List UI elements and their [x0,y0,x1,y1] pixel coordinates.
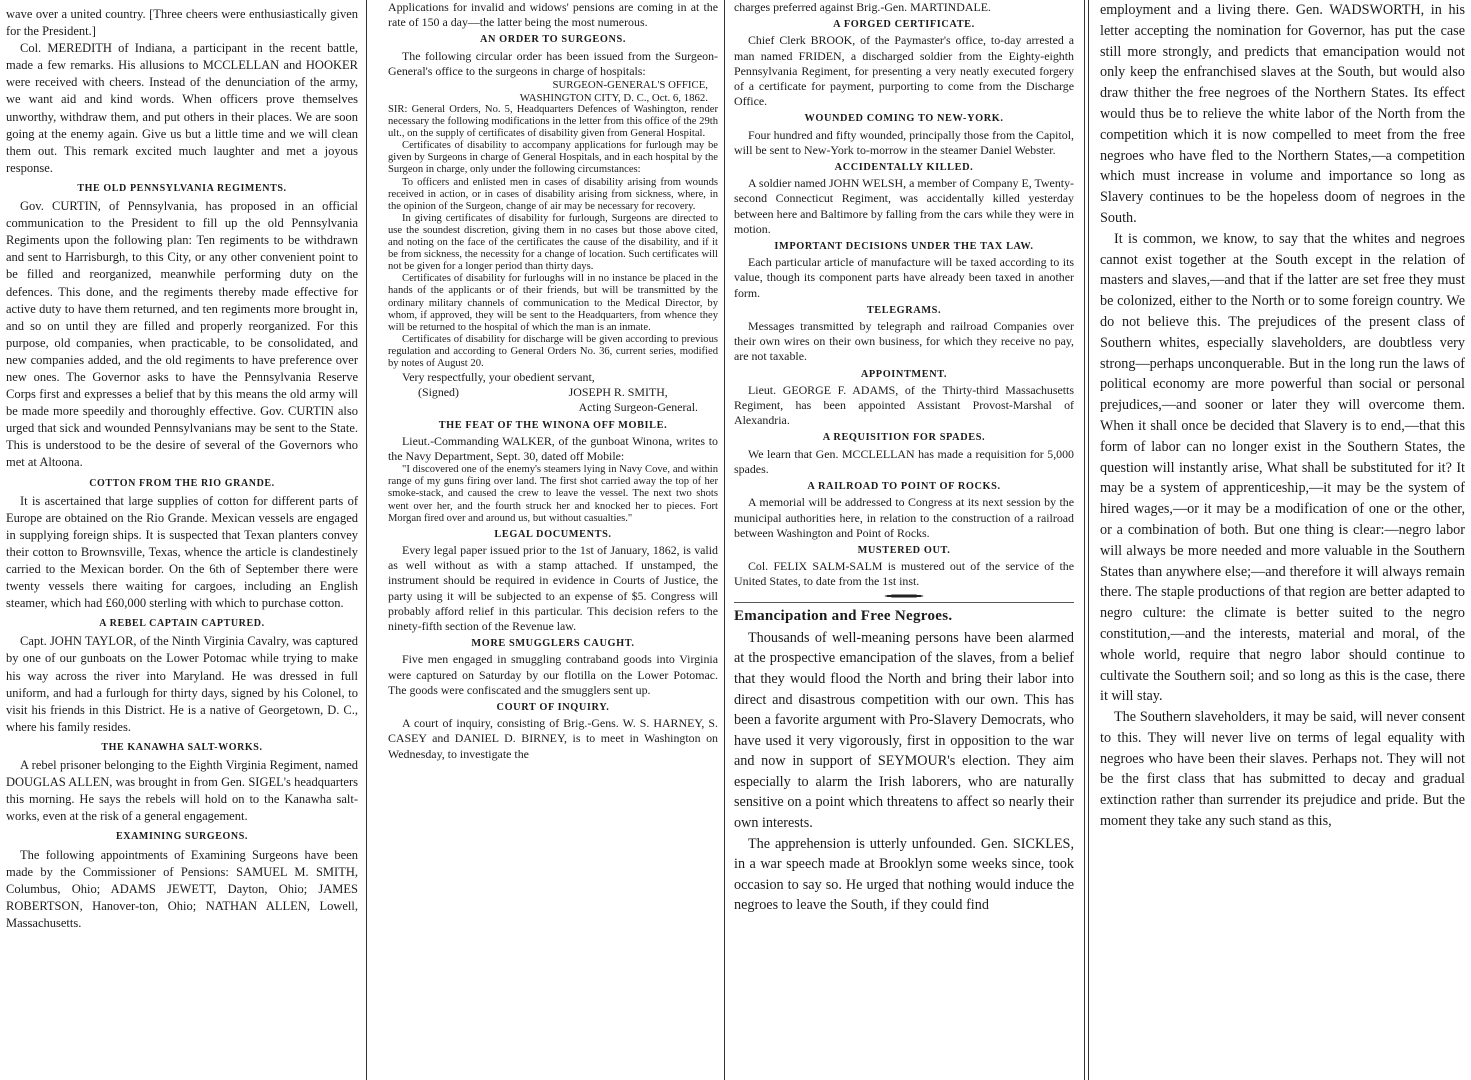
section-heading: IMPORTANT DECISIONS UNDER THE TAX LAW. [774,241,1034,253]
paragraph: We learn that Gen. MCCLELLAN has made a requisition for 5,000 spades. [734,446,1074,476]
editorial-paragraph: The apprehension is utterly unfounded. Gen. SICKLES, in a war speech made at Brooklyn some weeks since, took occasion to say so. He urged that nothing would induce the negroes to leave the South, if they could find [734,835,1074,914]
editorial-paragraph: The Southern slaveholders, it may be said, will never consent to this. They will never live on terms of legal equality with negroes who have been their slaves. Perhaps not. They will not be the first class that has submitted to decay and gradual extinction rather than surrender its prejudice and pride. But the moment they take any such stand as this, [1100,709,1465,830]
paragraph: wave over a united country. [Three cheers were enthusiastically given for the President.] [6,7,358,39]
section-heading: ACCIDENTALLY KILLED. [834,162,974,174]
signer-name: JOSEPH R. SMITH, [568,385,668,400]
section-heading: APPOINTMENT. [860,368,948,380]
section-heading: COTTON FROM THE RIO GRANDE. [89,477,275,489]
paragraph: Lieut.-Commanding WALKER, of the gunboat Winona, writes to the Navy Department, Sept. 30, dated off Mobile: [388,433,718,464]
paragraph: Lieut. GEORGE F. ADAMS, of the Thirty-third Massachusetts Regiment, has been appointed Assistant Provost-Marshal of Alexandria. [734,382,1074,428]
quoted-paragraph: "I discovered one of the enemy's steamers lying in Navy Cove, and within range of my guns firing over land. The first shot carried away the top of her smoke-stack, and caused the crew to leave the vessel. The next two shots went over her, and the fourth struck her and knocked her to pieces. Fort Morgan fired over and around us, but without casualties." [388,464,718,524]
section-heading: TELEGRAMS. [866,304,942,316]
signed-label: (Signed) [418,385,459,400]
paragraph: Each particular article of manufacture will be taxed according to its value, though its component parts have already been taxed in another form. [734,255,1074,300]
order-dateline [388,79,718,104]
section-heading: AN ORDER TO SURGEONS. [479,34,627,46]
signature-block [388,385,718,415]
section-heading: MUSTERED OUT. [857,544,951,556]
paragraph: Every legal paper issued prior to the 1st of January, 1862, is valid as well without as with a stamp attached. If unstamped, the instrument should be required in evidence in Courts of Justice, the party using it will be subjected to an expense of $5. Congress will probably afford relief in this particular. This decision refers to the ninety-fifth section of the Revenue law. [388,542,718,633]
paragraph: A soldier named JOHN WELSH, a member of Company E, Twenty-second Connecticut Regiment, was accidentally killed yesterday between here and Baltimore by falling from the cars while they were in motion. [734,176,1074,236]
editorial-title: Emancipation and Free Negroes. [734,607,953,624]
section-end-ornament [869,593,939,599]
column-rule-2 [724,0,725,1080]
column-4 [1092,0,1471,1080]
office-line: SURGEON-GENERAL'S OFFICE, [552,79,708,92]
paragraph: The following circular order has been issued from the Surgeon-General's office to the surgeons in charge of hospitals: [388,48,718,78]
editorial-paragraph: employment and a living there. Gen. WADSWORTH, in his letter accepting the nomination for Governor, has put the case still more strongly, and predicts that emancipation would not only keep the enfranchised slaves at the South, but would also draw thither the free negroes of the Northern States. Its effect would thus be to relieve the white labor of the North from the competition which it is now compelled to meet from the free negroes who have fled to the Northern States,—a competition which must increase in volume and importance so long as Slavery continues to be the hopeless doom of negroes in the South. [1100,2,1465,226]
paragraph: A court of inquiry, consisting of Brig.-Gens. W. S. HARNEY, S. CASEY and DANIEL D. BIRNEY, is to meet in Washington on Wednesday, to investigate the [388,716,718,761]
section-heading: THE OLD PENNSYLVANIA REGIMENTS. [77,182,287,194]
paragraph: Certificates of disability for discharge will be given according to previous regulation and according to General Orders No. 36, current series, modified by notes of August 20. [388,333,718,369]
paragraph: charges preferred against Brig.-Gen. MARTINDALE. [734,0,991,14]
section-heading: MORE SMUGGLERS CAUGHT. [471,638,635,650]
paragraph: A memorial will be addressed to Congress at its next session by the municipal authorities here, in relation to the construction of a railroad between Washington and Point of Rocks. [734,495,1074,540]
paragraph: Col. MEREDITH of Indiana, a participant in the recent battle, made a few remarks. His allusions to MCCLELLAN and HOOKER were received with cheers. Instead of the denunciation of the army, we want aid and kind words. When officers prove themselves unworthy, withdraw them, and put others in their places. We are soon going at the enemy again. Give us but a little time and we will clean them out. This remark excited much laughter and met a joyous response. [6,41,358,175]
column-1 [0,0,362,1080]
paragraph: Gov. CURTIN, of Pennsylvania, has proposed in an official communication to the President to fill up the old Pennsylvania Regiments upon the following plan: Ten regiments to be withdrawn and sent to Harrisburgh, to this City, or any other convenient point to be filled and reorganized, meanwhile performing duty on the defences. This done, and the regiments thereby made effective for active duty to have them returned, and ten regiments more brought in, and so on until they are filled and properly reorganized. For this purpose, old companies, when practicable, to be consolidated, and new companies added, and the old regiments to have preference over new ones. The Governor asks to have the Pennsylvania Reserve Corps first and expresses a belief that by this means the old army will be made more speedily and thoroughly effective. Gov. CURTIN also urged that sick and wounded Pennsylvanians may be sent to the State. This is understood to be the desire of several of the Governors who met at Altoona. [6,199,358,470]
paragraph: Chief Clerk BROOK, of the Paymaster's office, to-day arrested a man named FRIDEN, a discharged soldier from the Eighty-eighth Pennsylvania Regiment, for presenting a very neatly executed forgery of a certificate for payment, purporting to come from the Discharge Office. [734,33,1074,109]
column-3 [728,0,1080,1080]
section-heading: COURT OF INQUIRY. [496,702,610,713]
section-heading: A REQUISITION FOR SPADES. [822,432,986,444]
signer-block [569,385,698,415]
section-heading: LEGAL DOCUMENTS. [494,528,612,540]
section-heading: THE KANAWHA SALT-WORKS. [101,741,263,753]
column-rule-3 [1084,0,1089,1080]
section-heading: WOUNDED COMING TO NEW-YORK. [804,113,1004,125]
paragraph: Four hundred and fifty wounded, principally those from the Capitol, will be sent to New-York to-morrow in the steamer Daniel Webster. [734,127,1074,157]
paragraph: To officers and enlisted men in cases of disability arising from wounds received in action, or in cases of disability arising from sickness, where, in the opinion of the Surgeon, change of air may be necessary for recovery. [388,176,718,212]
paragraph: It is ascertained that large supplies of cotton for different parts of Europe are obtained on the Rio Grande. Mexican vessels are engaged in supplying foreign ships. It is suspected that Texan planters convey their cotton to Brownsville, Texas, whence the article is clandestinely carried to the Mexican border. On the 6th of September there were twenty vessels there waiting for cargoes, including an English steamer, which had £60,000 sterling with which to purchase cotton. [6,493,358,611]
closing-line: Very respectfully, your obedient servant, [402,370,595,385]
column-2 [372,0,724,1080]
paragraph: Capt. JOHN TAYLOR, of the Ninth Virginia Cavalry, was captured by one of our gunboats on the Lower Potomac while trying to make his way across the river into Maryland. He was dressed in full uniform, and had a furlough for thirty days, signed by his Colonel, to visit his friends in this District. He is a native of Georgetown, D. C., where his family resides. [6,634,358,734]
section-heading: THE FEAT OF THE WINONA OFF MOBILE. [438,419,668,431]
paragraph: Certificates of disability to accompany applications for furlough may be given by Surgeons in charge of General Hospitals, and in each hospital by the Surgeon in charge, only under the following circumstances: [388,140,718,176]
paragraph: SIR: General Orders, No. 5, Headquarters Defences of Washington, render necessary the following modifications in the letter from this office of the 29th ult., on the supply of certificates of disability given from General Hospital. [388,104,718,140]
paragraph: Certificates of disability for furloughs will in no instance be placed in the hands of the applicants or of their friends, but will be transmitted by the ordinary military channels of communication to the Medical Director, by whom, if approved, they will be sent to the Headquarters, from whence they will be returned to the hospital of which the man is an inmate. [388,273,718,333]
paragraph: Five men engaged in smuggling contraband goods into Virginia were captured on Saturday by our flotilla on the Lower Potomac. The goods were confiscated and the smugglers sent up. [388,652,718,697]
editorial-paragraph: Thousands of well-meaning persons have been alarmed at the prospective emancipation of the slaves, from a belief that they would flood the North and bring their labor into direct and disastrous competition with our own. This has been a favorite argument with Pro-Slavery Democrats, who have used it very vigorously, first in opposition to the war and now in support of SEYMOUR's election. They aim especially to alarm the Irish laborers, who are naturally sensitive on a point which threatens to affect so nearly their own interests. [734,629,1074,832]
paragraph: A rebel prisoner belonging to the Eighth Virginia Regiment, named DOUGLAS ALLEN, was brought in from Gen. SIGEL's headquarters this morning. He says the rebels will hold on to the Kanawha salt-works, even at the risk of a general engagement. [6,758,358,824]
paragraph: Col. FELIX SALM-SALM is mustered out of the service of the United States, to date from the 1st inst. [734,559,1074,589]
section-heading: A RAILROAD TO POINT OF ROCKS. [807,481,1001,493]
paragraph: In giving certificates of disability for furlough, Surgeons are directed to use the soundest discretion, giving them in no cases but those above cited, and noting on the face of the certificates the cause of the disability, and if it be from sickness, the necessity for a change of location. Such certificates will not be given for a longer period than thirty days. [388,212,718,273]
place-date-line: WASHINGTON CITY, D. C., Oct. 6, 1862. [519,91,708,104]
paragraph: Applications for invalid and widows' pensions are coming in at the rate of 150 a day—the latter being the most numerous. [388,0,718,30]
paragraph: Messages transmitted by telegraph and railroad Companies over their own wires on their own business, for which they receive no pay, are not taxable. [734,319,1074,364]
section-heading: A FORGED CERTIFICATE. [833,19,975,31]
paragraph: The following appointments of Examining Surgeons have been made by the Commissioner of Pensions: SAMUEL M. SMITH, Columbus, Ohio; ADAMS JEWETT, Dayton, Ohio; JAMES ROBERTSON, Hanover-ton, Ohio; NATHAN ALLEN, Lowell, Massachusetts. [6,847,358,930]
column-rule-1 [366,0,367,1080]
signer-title: Acting Surgeon-General. [578,400,698,415]
section-heading: A REBEL CAPTAIN CAPTURED. [99,618,265,630]
editorial-paragraph: It is common, we know, to say that the whites and negroes cannot exist together at the South except in the relation of masters and slaves,—and that if the latter are set free they must be colonized, either to the North or to some foreign country. We do not believe this. The prejudices of the present class of Southern whites, especially slaveholders, are doubtless very strong—perhaps unconquerable. But in the long run the laws of political economy are more powerful than social or personal prejudices,—and sooner or later they will overcome them. When it shall once be decided that Slavery is to end,—that this form of labor can no longer exist in the Southern States, the question will instantly arise, What shall be substituted for it? It may be a system of apprenticeship,—it may be the system of hired wages,—or it may be a modification of one or the other, or a combination of both. But one thing is clear:—negro labor will always be more needed and more valuable in the Southern States than anywhere else;—and therefore it will always remain there. The staple productions of that region are better adapted to negro culture: the climate is better suited to the negro constitution,—and the interests, material and moral, of the whole world, require that negro labor should continue to cultivate the Southern soil; and so long as this is the case, there it will stay. [1100,230,1465,705]
section-heading: EXAMINING SURGEONS. [116,831,248,843]
section-divider [734,602,1074,603]
